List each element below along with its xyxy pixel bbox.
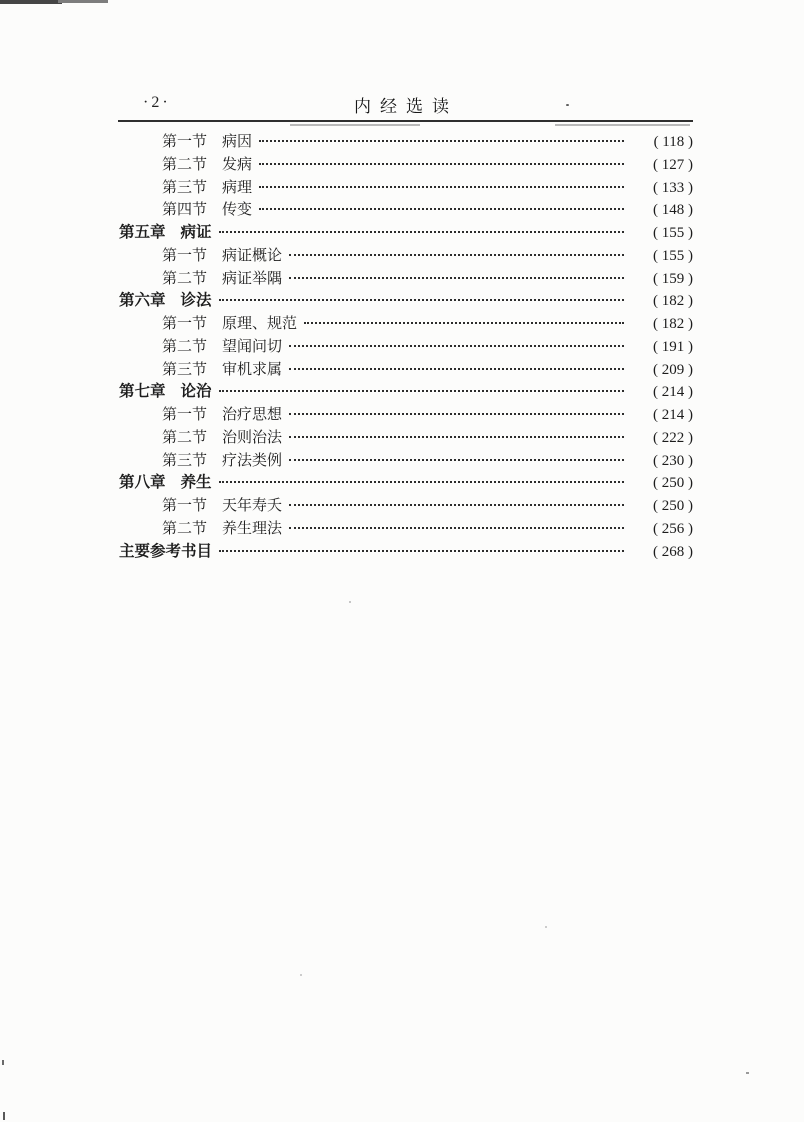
toc-entry-title: 病理 — [222, 179, 253, 196]
toc-entry-title: 养生 — [180, 474, 212, 492]
toc-entry-label: 第二节 — [162, 429, 208, 446]
toc-page-number: ( 127 ) — [653, 156, 693, 173]
toc-leader-dots — [219, 481, 624, 483]
scan-speck — [3, 1112, 5, 1120]
toc-entry — [119, 381, 693, 404]
toc-page-number: ( 214 ) — [653, 384, 693, 401]
toc-leader-dots — [259, 186, 624, 188]
toc-leader-dots — [289, 413, 624, 415]
toc-entry-label: 主要参考书目 — [119, 542, 213, 560]
header-rule-scan-ghost — [555, 124, 690, 126]
scan-streak — [58, 0, 108, 3]
toc-entry-title: 病证概论 — [222, 247, 283, 264]
toc-entry — [119, 450, 693, 473]
header-rule — [118, 120, 693, 122]
toc-leader-dots — [289, 459, 624, 461]
toc-leader-dots — [219, 550, 624, 552]
toc-leader-dots — [289, 527, 624, 529]
toc-page-number: ( 155 ) — [653, 247, 693, 264]
toc-leader-dots — [219, 299, 624, 301]
toc-leader-dots — [289, 436, 624, 438]
toc-entry — [119, 290, 693, 313]
toc-entry-label: 第五章 — [119, 224, 166, 241]
toc-entry-label: 第四节 — [162, 202, 208, 219]
toc-entry-label: 第二节 — [162, 520, 208, 537]
toc-entry-label: 第三节 — [162, 452, 208, 469]
toc-entry — [119, 427, 693, 450]
toc-entry-title: 原理、规范 — [222, 316, 298, 332]
toc-entry — [119, 313, 693, 336]
table-of-contents — [119, 131, 693, 563]
scan-speck — [2, 1060, 4, 1065]
toc-page-number: ( 118 ) — [653, 134, 693, 150]
toc-entry — [119, 131, 693, 154]
toc-entry-label: 第六章 — [119, 292, 166, 310]
toc-page-number: ( 230 ) — [653, 452, 693, 469]
toc-leader-dots — [259, 163, 624, 165]
toc-entry-label: 第二节 — [162, 156, 208, 173]
toc-entry-title: 病因 — [222, 134, 253, 150]
toc-entry — [119, 518, 693, 541]
toc-entry-label: 第一节 — [162, 134, 208, 150]
toc-entry-label: 第八章 — [119, 474, 166, 492]
toc-entry-label: 第二节 — [162, 270, 208, 287]
toc-page-number: ( 268 ) — [653, 543, 693, 560]
toc-page-number: ( 214 ) — [653, 407, 693, 423]
toc-page-number: ( 222 ) — [653, 429, 693, 446]
toc-entry-title: 望闻问切 — [222, 338, 283, 355]
toc-entry-title: 病证举隅 — [222, 270, 283, 287]
toc-entry-label: 第三节 — [162, 179, 208, 196]
toc-entry-title: 养生理法 — [222, 520, 283, 537]
toc-entry-title: 天年寿夭 — [222, 498, 283, 514]
toc-page-number: ( 159 ) — [653, 270, 693, 287]
toc-entry-title: 诊法 — [180, 292, 212, 310]
toc-leader-dots — [219, 390, 624, 392]
toc-entry — [119, 154, 693, 177]
toc-entry-label: 第一节 — [162, 407, 208, 423]
scan-speck — [300, 974, 302, 976]
header-rule-scan-ghost — [290, 124, 420, 126]
toc-leader-dots — [289, 368, 624, 370]
toc-entry-title: 治疗思想 — [222, 407, 283, 423]
toc-leader-dots — [289, 345, 624, 347]
scan-speck — [349, 601, 351, 603]
scan-streak — [0, 0, 62, 4]
toc-page-number: ( 182 ) — [653, 293, 693, 310]
toc-entry — [119, 359, 693, 382]
toc-entry — [119, 245, 693, 268]
toc-page-number: ( 155 ) — [653, 225, 693, 241]
running-header — [119, 92, 693, 116]
toc-page-number: ( 209 ) — [653, 361, 693, 378]
toc-page-number: ( 256 ) — [653, 520, 693, 537]
toc-entry — [119, 472, 693, 495]
book-running-title: 内经选读 — [354, 97, 458, 116]
toc-leader-dots — [289, 504, 624, 506]
toc-entry-label: 第二节 — [162, 338, 208, 355]
toc-entry-label: 第一节 — [162, 247, 208, 264]
toc-entry-title: 传变 — [222, 202, 253, 219]
toc-entry — [119, 199, 693, 222]
toc-leader-dots — [289, 277, 624, 279]
toc-entry-title: 发病 — [222, 156, 253, 173]
toc-entry-title: 论治 — [180, 383, 212, 401]
toc-entry — [119, 336, 693, 359]
toc-entry-title: 审机求属 — [222, 361, 283, 378]
toc-entry-title: 疗法类例 — [222, 452, 283, 469]
toc-page-number: ( 148 ) — [653, 202, 693, 219]
toc-entry — [119, 222, 693, 245]
toc-entry — [119, 268, 693, 291]
toc-page-number: ( 191 ) — [653, 338, 693, 355]
folio-page-number: ·2· — [143, 94, 171, 111]
toc-entry-label: 第一节 — [162, 316, 208, 332]
toc-entry — [119, 495, 693, 518]
toc-page-number: ( 250 ) — [653, 498, 693, 514]
toc-leader-dots — [259, 208, 624, 210]
toc-entry — [119, 404, 693, 427]
toc-entry-label: 第三节 — [162, 361, 208, 378]
toc-leader-dots — [259, 140, 624, 142]
toc-leader-dots — [219, 231, 624, 233]
toc-page-number: ( 133 ) — [653, 179, 693, 196]
toc-leader-dots — [304, 322, 624, 324]
scan-speck — [746, 1072, 749, 1074]
toc-entry — [119, 177, 693, 200]
toc-entry-title: 病证 — [180, 224, 212, 241]
toc-entry-label: 第七章 — [119, 383, 166, 401]
toc-entry-title: 治则治法 — [222, 429, 283, 446]
toc-entry-label: 第一节 — [162, 498, 208, 514]
toc-entry — [119, 541, 693, 564]
toc-leader-dots — [289, 254, 624, 256]
toc-page-number: ( 182 ) — [653, 316, 693, 332]
toc-page-number: ( 250 ) — [653, 475, 693, 492]
scan-speck — [545, 926, 547, 928]
